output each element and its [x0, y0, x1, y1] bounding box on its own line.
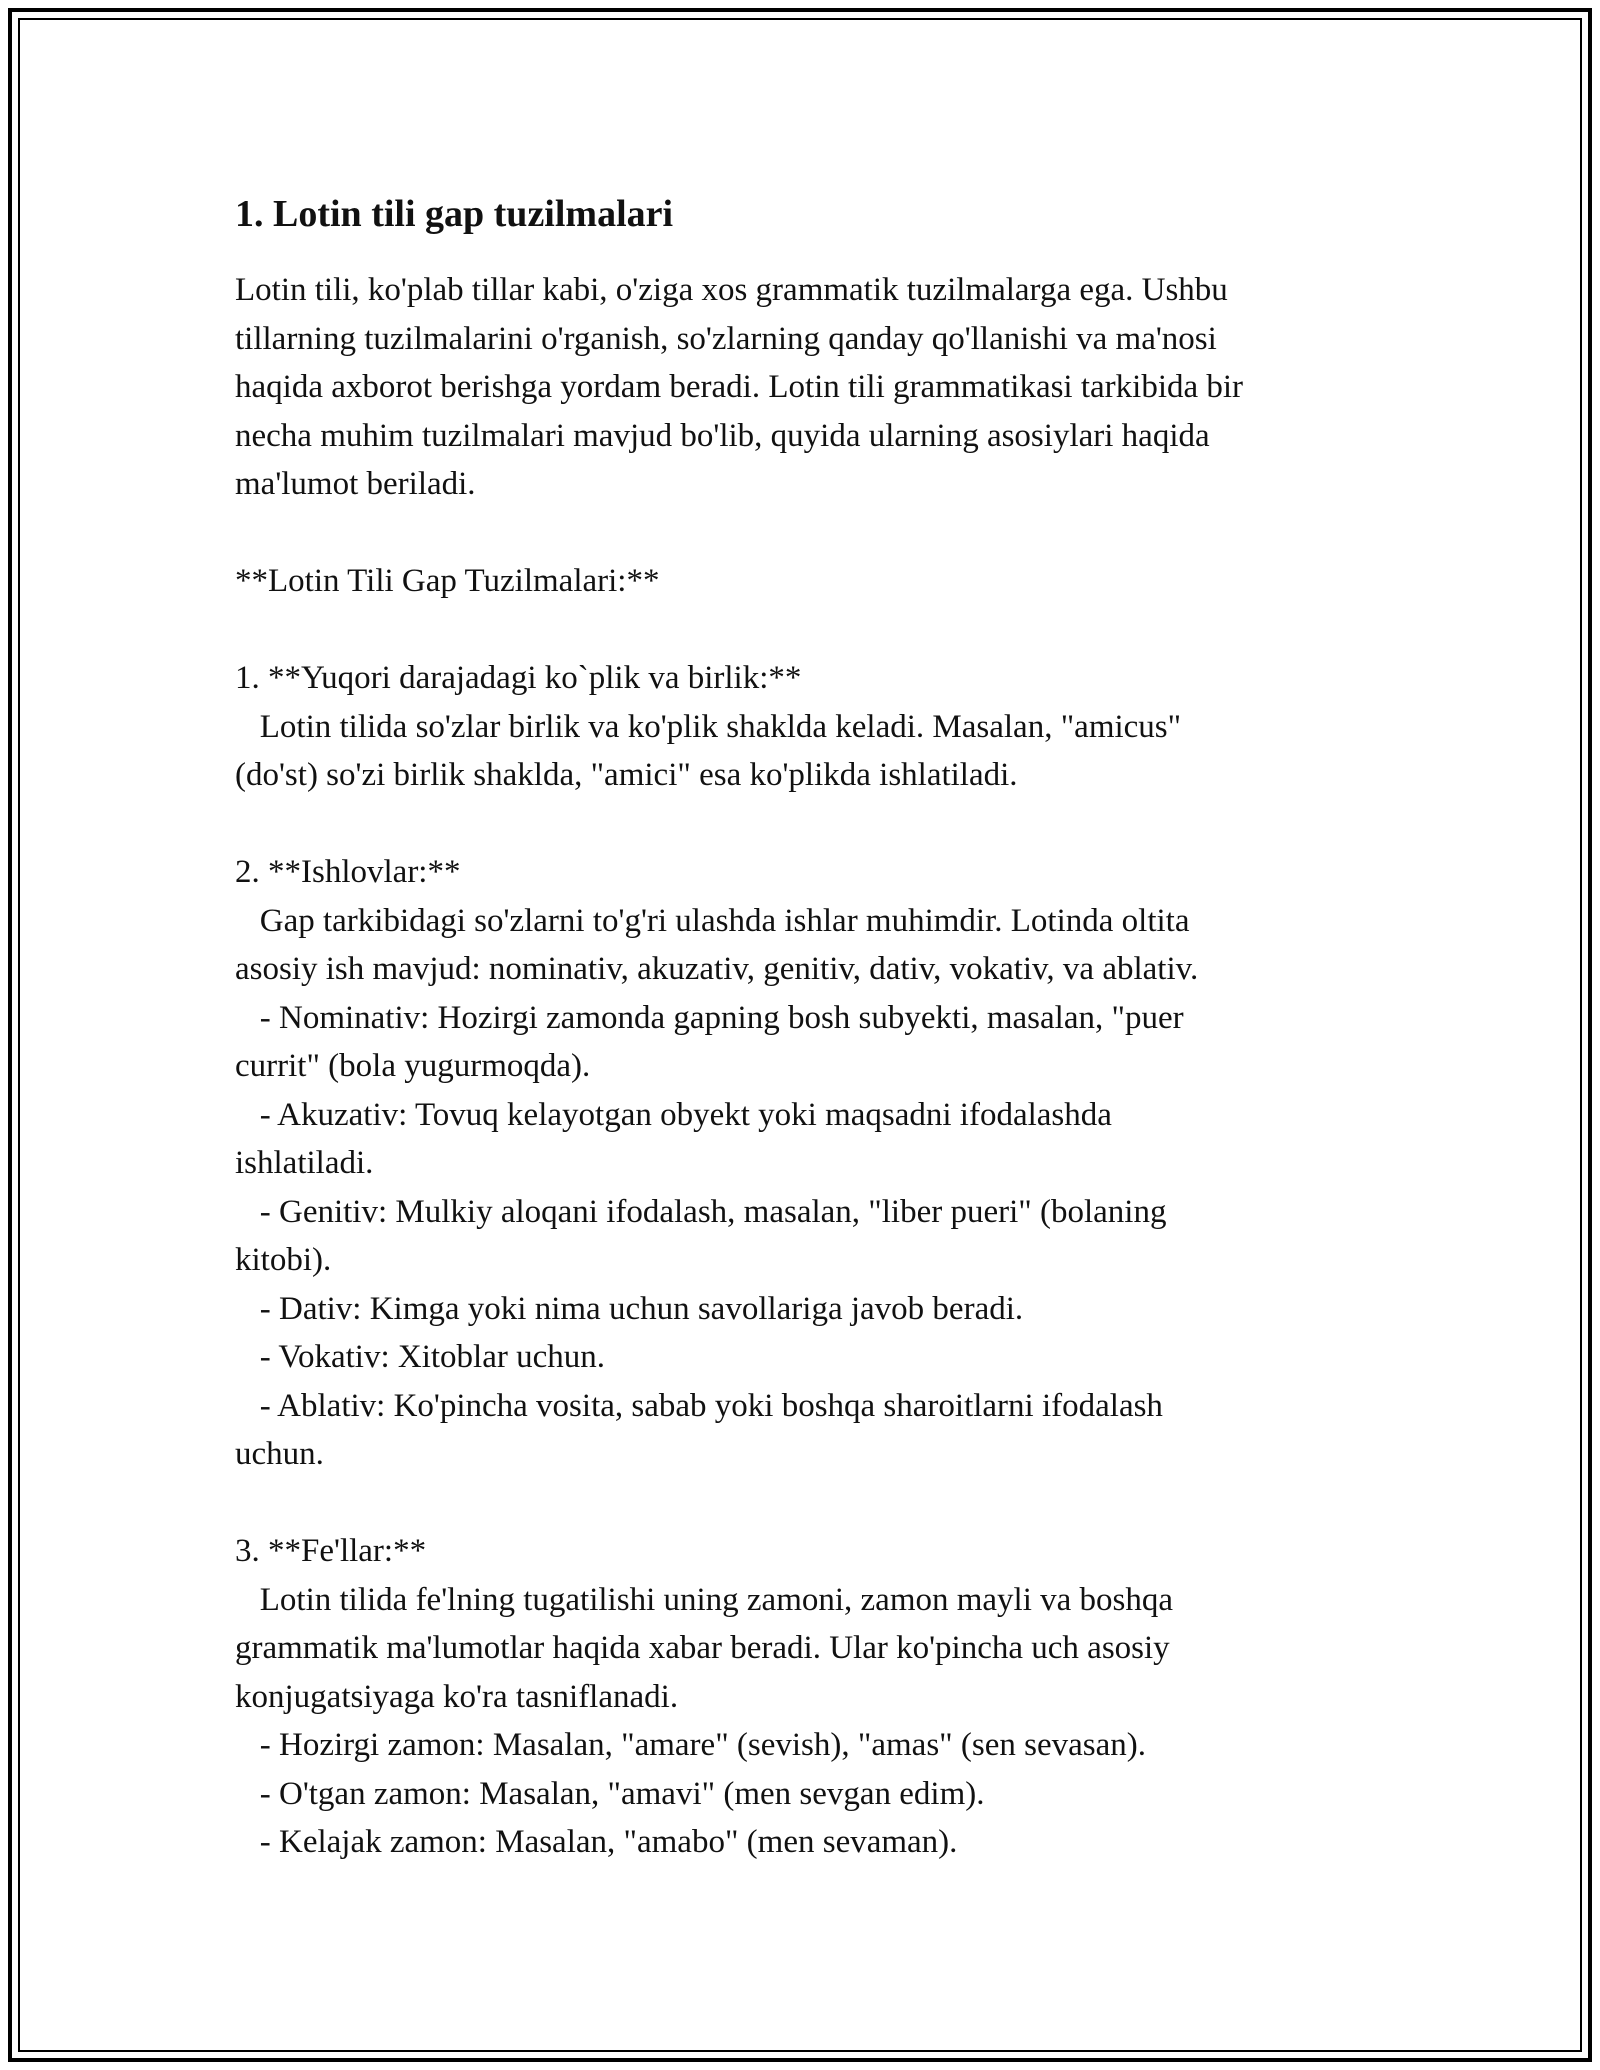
- section-plural-singular: 1. **Yuqori darajadagi ko`plik va birlik:** Lotin tilida so'zlar birlik va ko'plik shaklda keladi. Masalan, "amicus" (do'st) so'zi birlik shaklda, "amici" esa ko'plikda ishlatiladi.: [235, 660, 1182, 793]
- document-title: 1. Lotin tili gap tuzilmalari: [235, 193, 674, 235]
- subheading: **Lotin Tili Gap Tuzilmalari:**: [235, 563, 660, 599]
- spacer: [235, 509, 1375, 558]
- section-cases: 2. **Ishlovlar:** Gap tarkibidagi so'zlarni to'g'ri ulashda ishlar muhimdir. Lotinda oltita asosiy ish mavjud: nominativ, akuzativ, genitiv, dativ, vokativ, va ablativ. - Nominativ: Hozirgi zamonda gapning bosh subyekti, masalan, "puer currit" (bola yugurmoqda). - Akuzativ: Tovuq kelayotgan obyekt yoki maqsadni ifodalashda ishlatiladi. - Genitiv: Mulkiy aloqani ifodalash, masalan, "liber pueri" (bolaning kitobi). - Dativ: Kimga yoki nima uchun savollariga javob beradi. - Vokativ: Xitoblar uchun. - Ablativ: Ko'pincha vosita, sabab yoki boshqa sharoitlarni ifodalash uchun.: [235, 854, 1199, 1472]
- spacer: [235, 800, 1375, 849]
- document-body: [235, 186, 1375, 1867]
- spacer: [235, 1479, 1375, 1528]
- section-verbs: 3. **Fe'llar:** Lotin tilida fe'lning tugatilishi uning zamoni, zamon mayli va boshqa grammatik ma'lumotlar haqida xabar beradi. Ular ko'pincha uch asosiy konjugatsiyaga ko'ra tasniflanadi. - Hozirgi zamon: Masalan, "amare" (sevish), "amas" (sen sevasan). - O'tgan zamon: Masalan, "amavi" (men sevgan edim). - Kelajak zamon: Masalan, "amabo" (men sevaman).: [235, 1533, 1174, 1860]
- intro-paragraph: Lotin tili, ko'plab tillar kabi, o'ziga xos grammatik tuzilmalarga ega. Ushbu tillarning tuzilmalarini o'rganish, so'zlarning qanday qo'llanishi va ma'nosi haqida axborot berishga yordam beradi. Lotin tili grammatikasi tarkibida bir necha muhim tuzilmalari mavjud bo'lib, quyida ularning asosiylari haqida ma'lumot beriladi.: [235, 272, 1244, 502]
- spacer: [235, 606, 1375, 655]
